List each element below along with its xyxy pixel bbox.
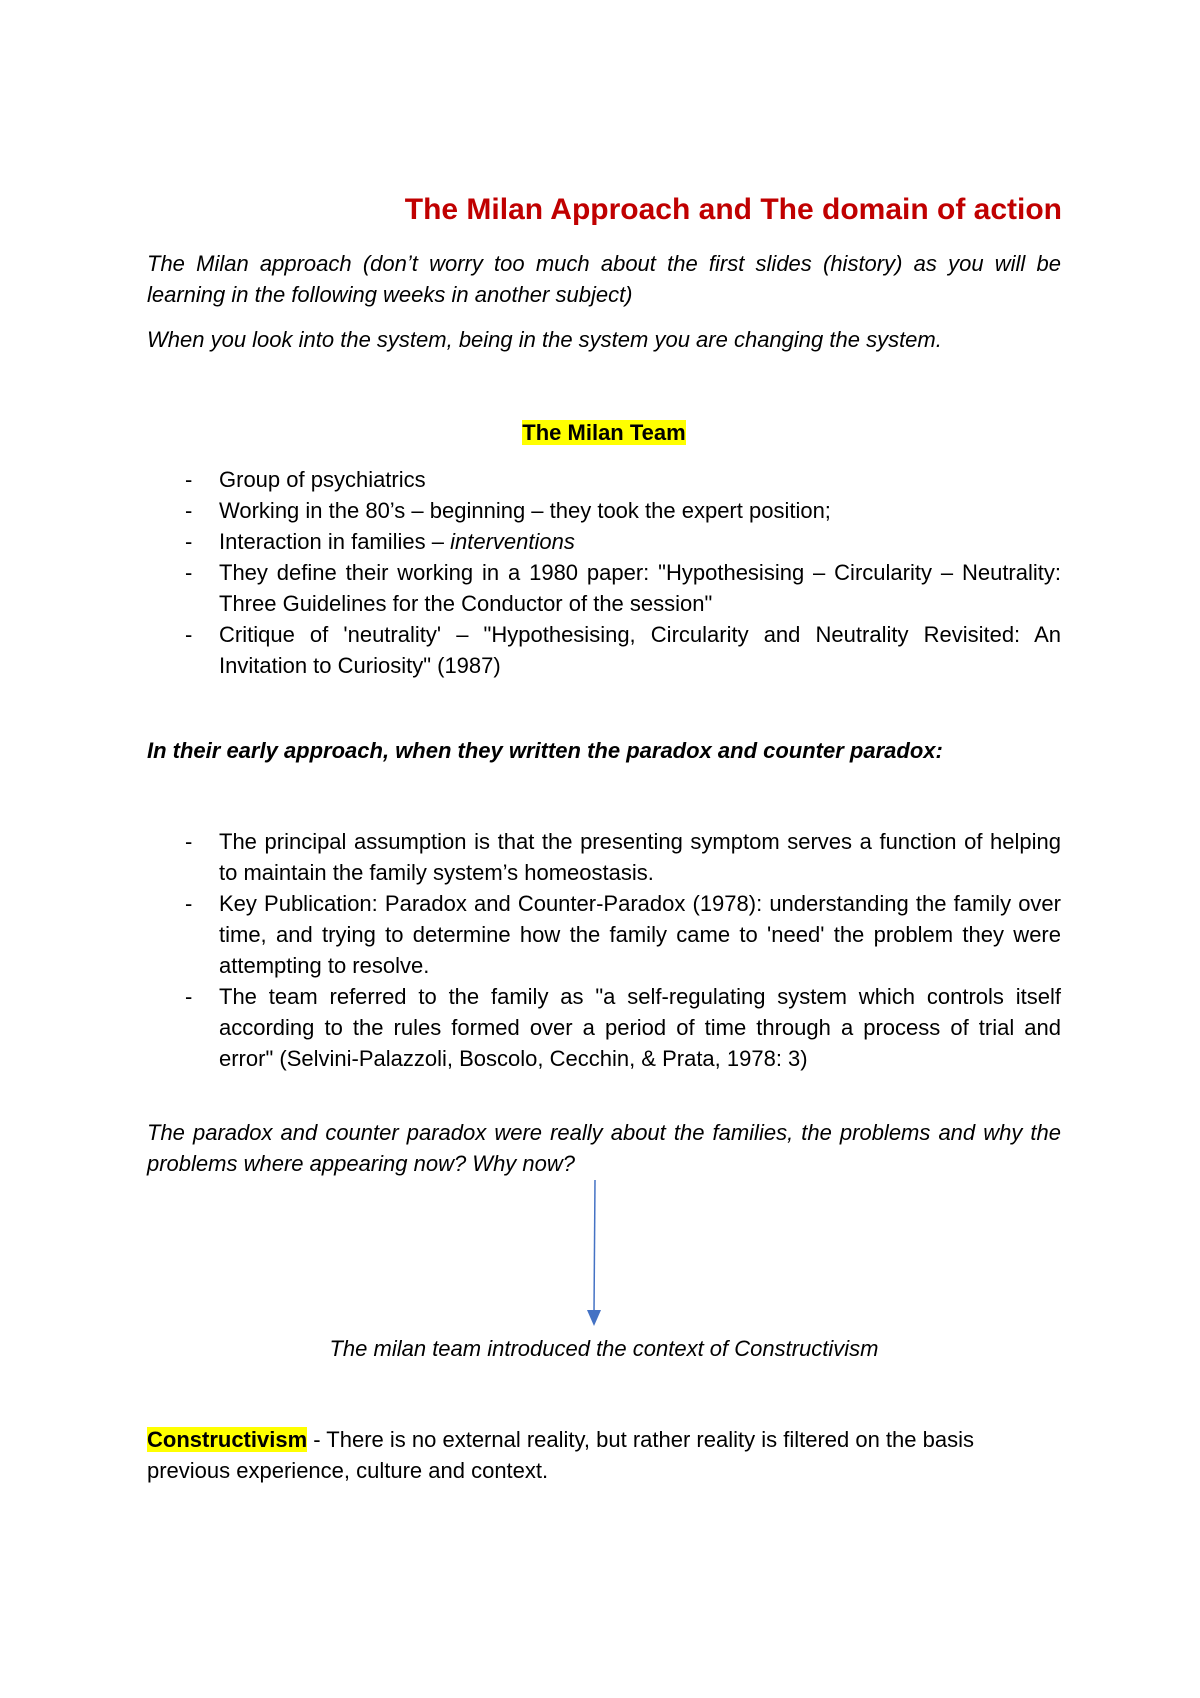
constructivism-paragraph: [147, 1424, 1061, 1486]
list-item: [147, 464, 1061, 495]
list-item-text: The principal assumption is that the presenting symptom serves a function of helping to maintain the family system’s homeostasis.: [219, 829, 1061, 885]
constructivism-intro: The milan team introduced the context of Constructivism: [329, 1336, 879, 1361]
list-item-text: The team referred to the family as "a self-regulating system which controls itself according to the rules formed over a period of time through a process of trial and error" (Selvini-Palazzoli, Boscolo, Cecchin, & Prata, 1978: 3): [219, 984, 1061, 1071]
list-item: [147, 495, 1061, 526]
milan-team-heading: The Milan Team: [522, 420, 686, 445]
list-item: [147, 826, 1061, 888]
milan-team-list: [147, 464, 1061, 681]
list-dash: -: [185, 891, 193, 916]
list-dash: -: [185, 467, 193, 492]
intro-paragraph: The Milan approach (don’t worry too much about the first slides (history) as you will be learning in the following weeks in another subject): [147, 251, 1061, 307]
list-item: [147, 888, 1061, 981]
list-item-text: Working in the 80’s – beginning – they took the expert position;: [219, 498, 831, 523]
list-item-text: Interaction in families –: [219, 529, 451, 554]
early-approach-heading: In their early approach, when they written the paradox and counter paradox:: [147, 738, 943, 763]
document-title: The Milan Approach and The domain of action: [404, 193, 1062, 226]
list-item: [147, 981, 1061, 1074]
list-item-text: They define their working in a 1980 paper: "Hypothesising – Circularity – Neutrality: Three Guidelines for the Conductor of the session": [219, 560, 1061, 616]
list-dash: -: [185, 560, 193, 585]
list-dash: -: [185, 529, 193, 554]
milan-team-heading-wrap: [147, 417, 1061, 448]
list-dash: -: [185, 829, 193, 854]
list-item: [147, 557, 1061, 619]
constructivism-term: Constructivism: [147, 1427, 308, 1452]
list-dash: -: [185, 984, 193, 1009]
list-item-text: Group of psychiatrics: [219, 467, 426, 492]
list-item: [147, 619, 1061, 681]
early-approach-list: [147, 826, 1061, 1074]
intro-statement: When you look into the system, being in the system you are changing the system.: [147, 327, 942, 352]
down-arrow-icon: [580, 1180, 610, 1330]
list-item-text: Critique of 'neutrality' – "Hypothesising, Circularity and Neutrality Revisited: An Invitation to Curiosity" (1987): [219, 622, 1061, 678]
constructivism-definition: - There is no external reality, but rather reality is filtered on the basis previous experience, culture and context.: [147, 1427, 974, 1483]
list-dash: -: [185, 498, 193, 523]
list-item-emphasis: interventions: [450, 529, 575, 554]
list-item-text: Key Publication: Paradox and Counter-Paradox (1978): understanding the family over time, and trying to determine how the family came to 'need' the problem they were attempting to resolve.: [219, 891, 1061, 978]
list-dash: -: [185, 622, 193, 647]
paradox-note: The paradox and counter paradox were really about the families, the problems and why the problems where appearing now? Why now?: [147, 1120, 1061, 1176]
list-item: [147, 526, 1061, 557]
